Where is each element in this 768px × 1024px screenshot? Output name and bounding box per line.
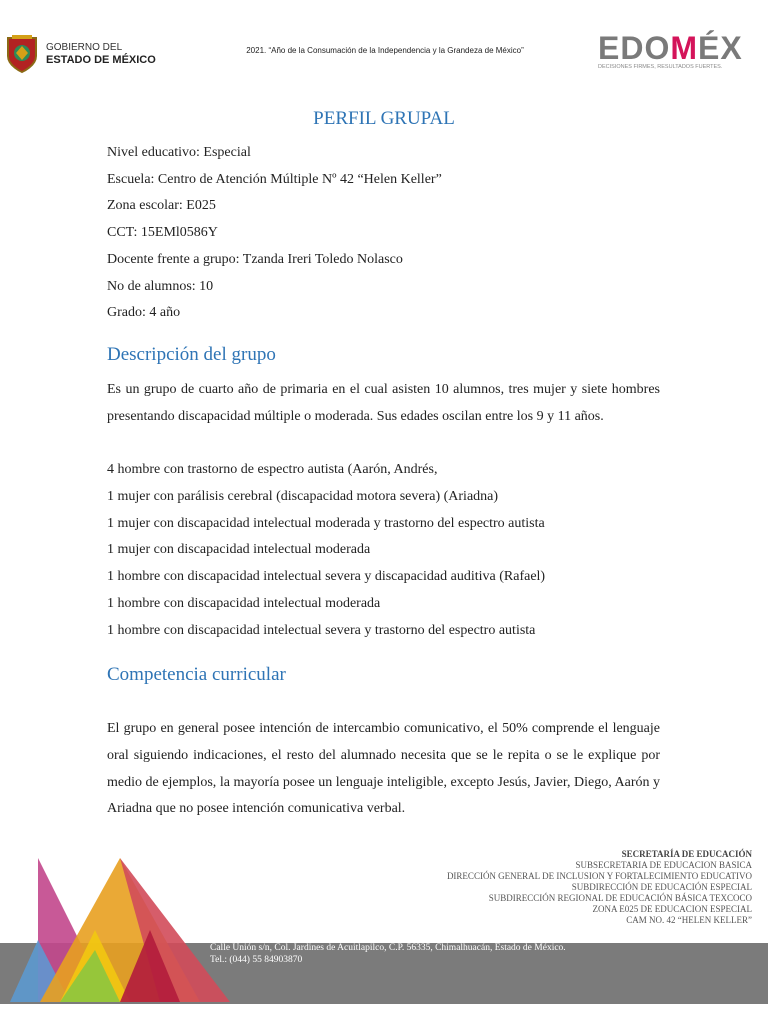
- footer-line: SUBDIRECCIÓN DE EDUCACIÓN ESPECIAL: [571, 882, 752, 892]
- address-line: Calle Unión s/n, Col. Jardines de Acuitlapilco, C.P. 56335, Chimalhuacán, Estado de México.: [210, 943, 566, 953]
- footer-institution: [447, 849, 752, 926]
- info-teacher: Docente frente a grupo: Tzanda Ireri Toledo Nolasco: [107, 251, 403, 267]
- info-students: No de alumnos: 10: [107, 278, 214, 294]
- list-item: 1 hombre con discapacidad intelectual severa y trastorno del espectro autista: [107, 622, 536, 638]
- competence-paragraph: El grupo en general posee intención de intercambio comunicativo, el 50% comprende el lenguaje oral siguiendo indicaciones, el resto del alumnado necesita que se le repita o se le explique por medio de ejemplos, la mayoría posee un lenguaje inteligible, excepto Jesús, Javier, Diego, Aarón y Ariadna que no posee intención comunicativa verbal.: [107, 721, 660, 817]
- phone-line: Tel.: (044) 55 84903870: [210, 955, 303, 965]
- description-heading: Descripción del grupo: [107, 344, 276, 365]
- list-item: 1 hombre con discapacidad intelectual moderada: [107, 595, 381, 611]
- list-item: 1 hombre con discapacidad intelectual severa y discapacidad auditiva (Rafael): [107, 569, 546, 585]
- info-level: Nivel educativo: Especial: [107, 145, 251, 160]
- footer-line: CAM NO. 42 “HELEN KELLER”: [626, 915, 752, 925]
- school-info: [107, 140, 442, 327]
- edomex-m: M: [670, 30, 698, 66]
- gov-line-2: ESTADO DE MÉXICO: [46, 54, 156, 66]
- list-item: 1 mujer con parálisis cerebral (discapacidad motora severa) (Ariadna): [107, 488, 499, 504]
- footer-line: SUBDIRECCIÓN REGIONAL DE EDUCACIÓN BÁSICA TEXCOCO: [488, 893, 752, 903]
- edomex-prefix: EDO: [598, 30, 671, 66]
- government-logo: [4, 34, 156, 74]
- footer-line: ZONA E025 DE EDUCACION ESPECIAL: [592, 904, 752, 914]
- student-list: [107, 457, 545, 645]
- decorative-m-shapes: [0, 850, 240, 1010]
- info-school: Escuela: Centro de Atención Múltiple Nº 42 “Helen Keller”: [107, 171, 442, 187]
- info-grade: Grado: 4 año: [107, 305, 181, 321]
- gov-line-1: GOBIERNO DEL: [46, 42, 123, 53]
- edomex-suffix: ÉX: [698, 30, 743, 66]
- coat-of-arms-icon: [4, 34, 40, 74]
- info-cct: CCT: 15EMl0586Y: [107, 225, 218, 241]
- edomex-logo: [598, 30, 758, 70]
- page-title: PERFIL GRUPAL: [313, 108, 455, 129]
- description-paragraph: Es un grupo de cuarto año de primaria en el cual asisten 10 alumnos, tres mujer y siete hombres presentando discapacidad múltiple o moderada. Sus edades oscilan entre los 9 y 11 años.: [107, 382, 660, 424]
- footer-line: DIRECCIÓN GENERAL DE INCLUSION Y FORTALECIMIENTO EDUCATIVO: [446, 871, 752, 881]
- list-item: 1 mujer con discapacidad intelectual moderada y trastorno del espectro autista: [107, 515, 545, 531]
- edomex-slogan: DECISIONES FIRMES, RESULTADOS FUERTES.: [598, 64, 723, 70]
- footer-address: [210, 942, 566, 966]
- list-item: 4 hombre con trastorno de espectro autista (Aarón, Andrés,: [107, 462, 438, 477]
- info-zone: Zona escolar: E025: [107, 198, 216, 214]
- year-motto: 2021. “Año de la Consumación de la Independencia y la Grandeza de México”: [246, 46, 524, 55]
- page-header: [0, 0, 768, 100]
- list-item: 1 mujer con discapacidad intelectual moderada: [107, 542, 371, 558]
- competence-heading: Competencia curricular: [107, 664, 286, 685]
- footer-line: SECRETARÍA DE EDUCACIÓN: [621, 849, 752, 859]
- footer-line: SUBSECRETARIA DE EDUCACION BASICA: [575, 860, 752, 870]
